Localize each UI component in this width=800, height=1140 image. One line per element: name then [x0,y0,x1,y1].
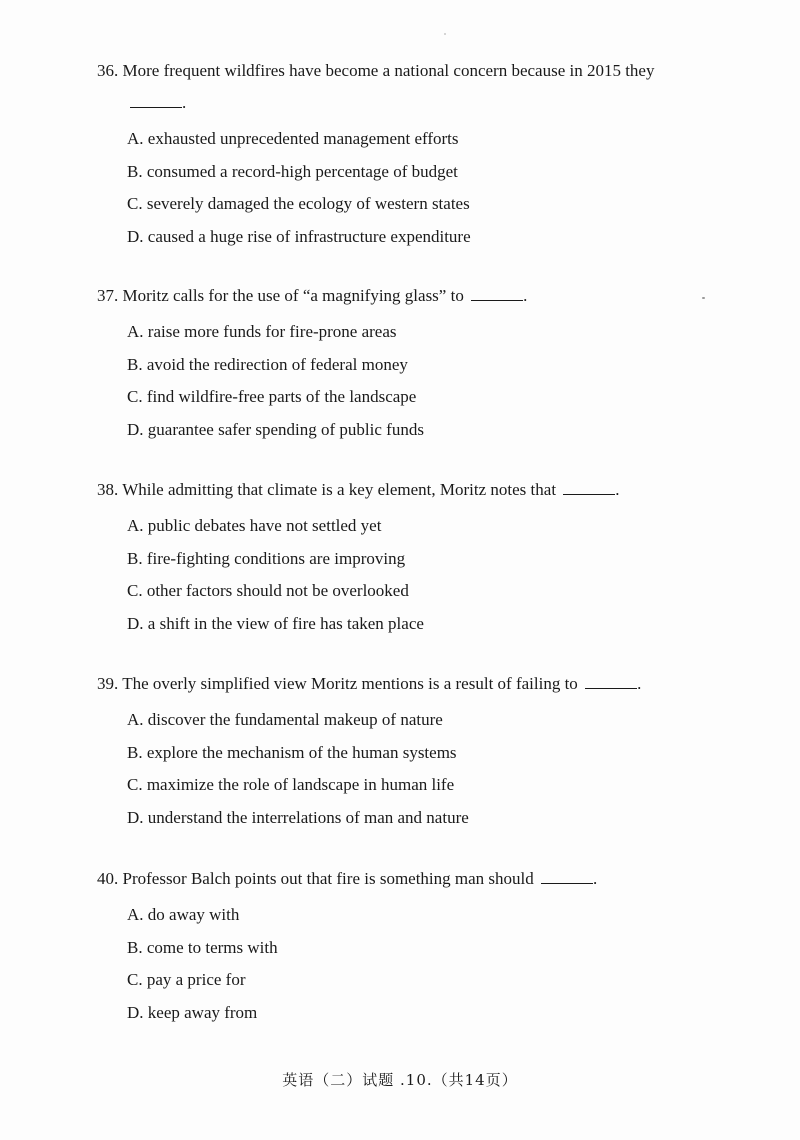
option-37-c: C. find wildfire-free parts of the landscape [127,387,417,406]
option-40-d: D. keep away from [127,1002,258,1022]
question-36-stem-period: . [182,93,187,112]
question-37-stem: 37. Moritz calls for the use of “a magnifying glass” to [97,286,464,305]
option-38-a: A. public debates have not settled yet [127,516,382,535]
question-38-stem: 38. While admitting that climate is a key element, Moritz notes that [97,480,557,499]
question-36-options [127,128,747,248]
answer-blank [130,93,182,108]
question-38-options [127,515,747,635]
option-38-c: C. other factors should not be overlooked [127,581,409,600]
option-38-d: D. a shift in the view of fire has taken place [127,613,424,633]
answer-blank [563,480,615,495]
question-39-stem-period: . [637,674,642,693]
option-39-c: C. maximize the role of landscape in human life [127,775,455,794]
option-36-a: A. exhausted unprecedented management efforts [127,129,459,148]
answer-blank [471,286,523,301]
question-40-stem-line [97,868,747,890]
option-39-d: D. understand the interrelations of man and nature [127,807,469,827]
option-40-a: A. do away with [127,905,240,924]
question-36-stem-continuation [127,92,747,114]
question-38-stem-period: . [615,480,620,499]
question-40-options [127,904,747,1024]
scan-speck [444,33,446,35]
question-37-stem-period: . [523,286,528,305]
option-37-b: B. avoid the redirection of federal money [127,354,408,374]
option-40-b: B. come to terms with [127,937,278,957]
option-38-b: B. fire-fighting conditions are improving [127,548,406,568]
page-footer: 英语（二）试题 .10.（共14页） [282,1071,518,1089]
answer-blank [541,869,593,884]
question-36 [97,60,747,248]
question-37-options [127,321,747,441]
option-37-a: A. raise more funds for fire-prone areas [127,322,397,341]
question-37-stem-line [97,285,747,307]
option-36-c: C. severely damaged the ecology of western states [127,194,470,213]
question-38 [97,479,747,635]
question-39 [97,673,747,829]
question-37 [97,285,747,441]
option-36-d: D. caused a huge rise of infrastructure expenditure [127,226,471,246]
question-39-options [127,709,747,829]
option-36-b: B. consumed a record-high percentage of budget [127,161,458,181]
question-40-stem: 40. Professor Balch points out that fire is something man should [97,869,534,888]
scan-speck [702,297,705,299]
question-39-stem: 39. The overly simplified view Moritz mentions is a result of failing to [97,674,578,693]
question-38-stem-line [97,479,747,501]
answer-blank [585,674,637,689]
option-39-b: B. explore the mechanism of the human systems [127,742,457,762]
option-37-d: D. guarantee safer spending of public funds [127,419,424,439]
question-36-stem: 36. More frequent wildfires have become a national concern because in 2015 they [97,61,655,80]
question-39-stem-line [97,673,747,695]
question-40 [97,868,747,1024]
option-40-c: C. pay a price for [127,970,246,989]
option-39-a: A. discover the fundamental makeup of nature [127,710,443,729]
question-40-stem-period: . [593,869,598,888]
